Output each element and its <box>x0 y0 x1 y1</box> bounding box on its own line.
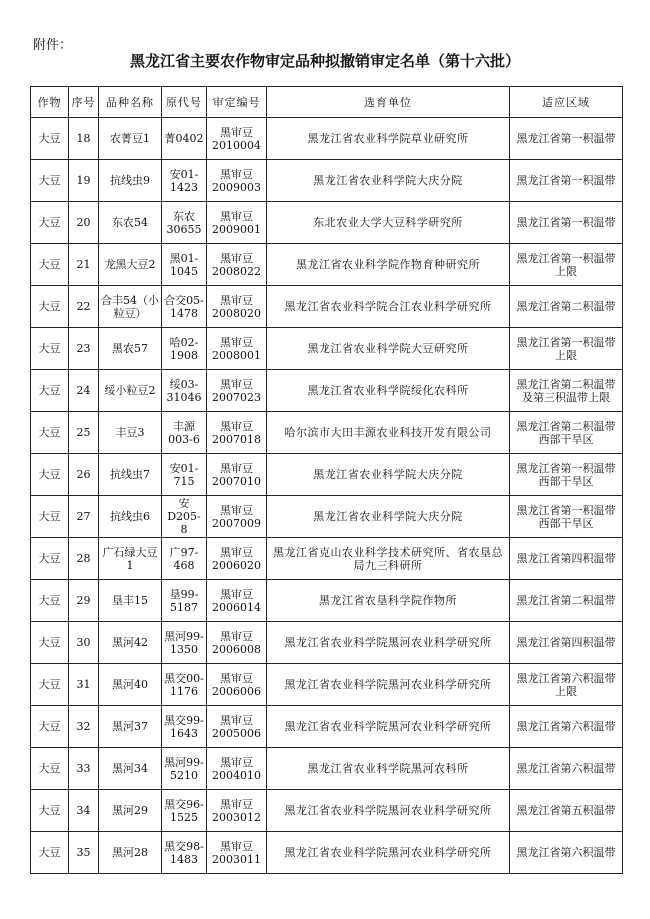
cell-crop: 大豆 <box>31 580 69 622</box>
revocation-table <box>30 86 623 874</box>
cell-number: 21 <box>69 244 99 286</box>
cell-crop: 大豆 <box>31 706 69 748</box>
attachment-label: 附件： <box>33 38 73 53</box>
cell-variety-name: 黑河37 <box>99 706 162 748</box>
cell-breeding-unit: 黑龙江省农业科学院大豆研究所 <box>267 328 510 370</box>
cell-breeding-unit: 黑龙江省农业科学院黑河农业科学研究所 <box>267 832 510 874</box>
cell-original-code: 丰源003-6 <box>162 412 207 454</box>
cell-breeding-unit: 黑龙江省农业科学院大庆分院 <box>267 454 510 496</box>
cell-crop: 大豆 <box>31 286 69 328</box>
table-row <box>31 832 623 874</box>
cell-variety-name: 黑河34 <box>99 748 162 790</box>
cell-registration-number: 黑审豆2008001 <box>207 328 267 370</box>
cell-crop: 大豆 <box>31 832 69 874</box>
cell-breeding-unit: 黑龙江省农业科学院黑河农业科学研究所 <box>267 706 510 748</box>
cell-crop: 大豆 <box>31 748 69 790</box>
cell-registration-number: 黑审豆2008022 <box>207 244 267 286</box>
table-row <box>31 454 623 496</box>
cell-number: 25 <box>69 412 99 454</box>
table-row <box>31 328 623 370</box>
cell-breeding-unit: 黑龙江省农业科学院大庆分院 <box>267 160 510 202</box>
table-row <box>31 664 623 706</box>
cell-adaptation-region: 黑龙江省第六积温带 <box>510 748 623 790</box>
table-row <box>31 160 623 202</box>
cell-registration-number: 黑审豆2003012 <box>207 790 267 832</box>
cell-crop: 大豆 <box>31 118 69 160</box>
cell-crop: 大豆 <box>31 790 69 832</box>
cell-adaptation-region: 黑龙江省第一积温带西部干旱区 <box>510 496 623 538</box>
table-row <box>31 748 623 790</box>
cell-number: 26 <box>69 454 99 496</box>
cell-breeding-unit: 黑龙江省农业科学院大庆分院 <box>267 496 510 538</box>
table-row <box>31 496 623 538</box>
cell-adaptation-region: 黑龙江省第一积温带上限 <box>510 328 623 370</box>
cell-variety-name: 丰豆3 <box>99 412 162 454</box>
cell-registration-number: 黑审豆2007009 <box>207 496 267 538</box>
cell-original-code: 东农30655 <box>162 202 207 244</box>
cell-adaptation-region: 黑龙江省第四积温带 <box>510 538 623 580</box>
cell-adaptation-region: 黑龙江省第二积温带西部干旱区 <box>510 412 623 454</box>
cell-variety-name: 合丰54（小粒豆） <box>99 286 162 328</box>
cell-number: 35 <box>69 832 99 874</box>
table-row <box>31 244 623 286</box>
column-header: 序号 <box>69 87 99 118</box>
cell-registration-number: 黑审豆2006008 <box>207 622 267 664</box>
cell-original-code: 合交05-1478 <box>162 286 207 328</box>
cell-crop: 大豆 <box>31 160 69 202</box>
cell-number: 32 <box>69 706 99 748</box>
cell-original-code: 黑交96-1525 <box>162 790 207 832</box>
cell-original-code: 安01-715 <box>162 454 207 496</box>
cell-variety-name: 黑河29 <box>99 790 162 832</box>
cell-number: 24 <box>69 370 99 412</box>
cell-original-code: 黑河99-5210 <box>162 748 207 790</box>
cell-variety-name: 东农54 <box>99 202 162 244</box>
column-header: 适应区域 <box>510 87 623 118</box>
table-row <box>31 118 623 160</box>
cell-original-code: 垦99-5187 <box>162 580 207 622</box>
table-row <box>31 706 623 748</box>
cell-original-code: 黑01-1045 <box>162 244 207 286</box>
table-row <box>31 622 623 664</box>
cell-number: 22 <box>69 286 99 328</box>
cell-registration-number: 黑审豆2006014 <box>207 580 267 622</box>
cell-breeding-unit: 黑龙江省农垦科学院作物所 <box>267 580 510 622</box>
cell-breeding-unit: 黑龙江省农业科学院黑河农业科学研究所 <box>267 622 510 664</box>
cell-adaptation-region: 黑龙江省第二积温带 <box>510 286 623 328</box>
table-row <box>31 286 623 328</box>
cell-crop: 大豆 <box>31 202 69 244</box>
cell-variety-name: 黑河42 <box>99 622 162 664</box>
cell-adaptation-region: 黑龙江省第一积温带 <box>510 118 623 160</box>
cell-adaptation-region: 黑龙江省第六积温带 <box>510 706 623 748</box>
cell-number: 34 <box>69 790 99 832</box>
cell-breeding-unit: 黑龙江省农业科学院黑河农业科学研究所 <box>267 790 510 832</box>
cell-original-code: 绥03-31046 <box>162 370 207 412</box>
cell-registration-number: 黑审豆2003011 <box>207 832 267 874</box>
cell-number: 19 <box>69 160 99 202</box>
cell-original-code: 哈02-1908 <box>162 328 207 370</box>
cell-number: 33 <box>69 748 99 790</box>
cell-adaptation-region: 黑龙江省第一积温带上限 <box>510 244 623 286</box>
table-row <box>31 538 623 580</box>
cell-variety-name: 垦丰15 <box>99 580 162 622</box>
cell-variety-name: 抗线虫6 <box>99 496 162 538</box>
cell-registration-number: 黑审豆2007010 <box>207 454 267 496</box>
cell-crop: 大豆 <box>31 622 69 664</box>
cell-registration-number: 黑审豆2007018 <box>207 412 267 454</box>
cell-variety-name: 龙黑大豆2 <box>99 244 162 286</box>
cell-registration-number: 黑审豆2009003 <box>207 160 267 202</box>
cell-registration-number: 黑审豆2010004 <box>207 118 267 160</box>
cell-number: 29 <box>69 580 99 622</box>
cell-adaptation-region: 黑龙江省第六积温带上限 <box>510 664 623 706</box>
cell-registration-number: 黑审豆2006020 <box>207 538 267 580</box>
cell-crop: 大豆 <box>31 328 69 370</box>
cell-breeding-unit: 黑龙江省农业科学院黑河农科所 <box>267 748 510 790</box>
cell-breeding-unit: 黑龙江省农业科学院合江农业科学研究所 <box>267 286 510 328</box>
cell-variety-name: 绥小粒豆2 <box>99 370 162 412</box>
cell-variety-name: 广石绿大豆1 <box>99 538 162 580</box>
cell-crop: 大豆 <box>31 454 69 496</box>
cell-breeding-unit: 黑龙江省农业科学院黑河农业科学研究所 <box>267 664 510 706</box>
cell-adaptation-region: 黑龙江省第二积温带及第三积温带上限 <box>510 370 623 412</box>
cell-number: 30 <box>69 622 99 664</box>
cell-registration-number: 黑审豆2008020 <box>207 286 267 328</box>
table-row <box>31 790 623 832</box>
cell-breeding-unit: 黑龙江省农业科学院作物育种研究所 <box>267 244 510 286</box>
cell-breeding-unit: 黑龙江省农业科学院草业研究所 <box>267 118 510 160</box>
cell-variety-name: 抗线虫7 <box>99 454 162 496</box>
cell-registration-number: 黑审豆2006006 <box>207 664 267 706</box>
cell-adaptation-region: 黑龙江省第一积温带 <box>510 202 623 244</box>
cell-registration-number: 黑审豆2005006 <box>207 706 267 748</box>
cell-breeding-unit: 哈尔滨市大田丰源农业科技开发有限公司 <box>267 412 510 454</box>
cell-crop: 大豆 <box>31 664 69 706</box>
cell-adaptation-region: 黑龙江省第四积温带 <box>510 622 623 664</box>
cell-registration-number: 黑审豆2004010 <box>207 748 267 790</box>
cell-original-code: 广97-468 <box>162 538 207 580</box>
cell-variety-name: 黑河40 <box>99 664 162 706</box>
cell-breeding-unit: 东北农业大学大豆科学研究所 <box>267 202 510 244</box>
cell-original-code: 菁0402 <box>162 118 207 160</box>
cell-crop: 大豆 <box>31 496 69 538</box>
column-header: 原代号 <box>162 87 207 118</box>
table-row <box>31 202 623 244</box>
cell-adaptation-region: 黑龙江省第六积温带 <box>510 832 623 874</box>
cell-original-code: 黑河99-1350 <box>162 622 207 664</box>
cell-adaptation-region: 黑龙江省第二积温带 <box>510 580 623 622</box>
cell-number: 28 <box>69 538 99 580</box>
cell-number: 18 <box>69 118 99 160</box>
page-title: 黑龙江省主要农作物审定品种拟撤销审定名单（第十六批） <box>129 52 520 70</box>
cell-original-code: 安01-1423 <box>162 160 207 202</box>
cell-variety-name: 抗线虫9 <box>99 160 162 202</box>
cell-number: 31 <box>69 664 99 706</box>
table-header-row <box>31 87 623 118</box>
cell-breeding-unit: 黑龙江省农业科学院绥化农科所 <box>267 370 510 412</box>
column-header: 审定编号 <box>207 87 267 118</box>
cell-crop: 大豆 <box>31 244 69 286</box>
cell-crop: 大豆 <box>31 538 69 580</box>
table-row <box>31 580 623 622</box>
column-header: 选育单位 <box>267 87 510 118</box>
cell-number: 20 <box>69 202 99 244</box>
cell-breeding-unit: 黑龙江省克山农业科学技术研究所、省农垦总局九三科研所 <box>267 538 510 580</box>
cell-original-code: 安D205-8 <box>162 496 207 538</box>
cell-adaptation-region: 黑龙江省第一积温带 <box>510 160 623 202</box>
cell-adaptation-region: 黑龙江省第一积温带西部干旱区 <box>510 454 623 496</box>
cell-variety-name: 黑河28 <box>99 832 162 874</box>
column-header: 作物 <box>31 87 69 118</box>
cell-crop: 大豆 <box>31 412 69 454</box>
table-row <box>31 370 623 412</box>
cell-crop: 大豆 <box>31 370 69 412</box>
cell-original-code: 黑交98-1483 <box>162 832 207 874</box>
cell-number: 27 <box>69 496 99 538</box>
cell-adaptation-region: 黑龙江省第五积温带 <box>510 790 623 832</box>
cell-variety-name: 黑农57 <box>99 328 162 370</box>
cell-variety-name: 农菁豆1 <box>99 118 162 160</box>
column-header: 品种名称 <box>99 87 162 118</box>
cell-number: 23 <box>69 328 99 370</box>
table-row <box>31 412 623 454</box>
cell-original-code: 黑交00-1176 <box>162 664 207 706</box>
cell-original-code: 黑交99-1643 <box>162 706 207 748</box>
cell-registration-number: 黑审豆2009001 <box>207 202 267 244</box>
cell-registration-number: 黑审豆2007023 <box>207 370 267 412</box>
